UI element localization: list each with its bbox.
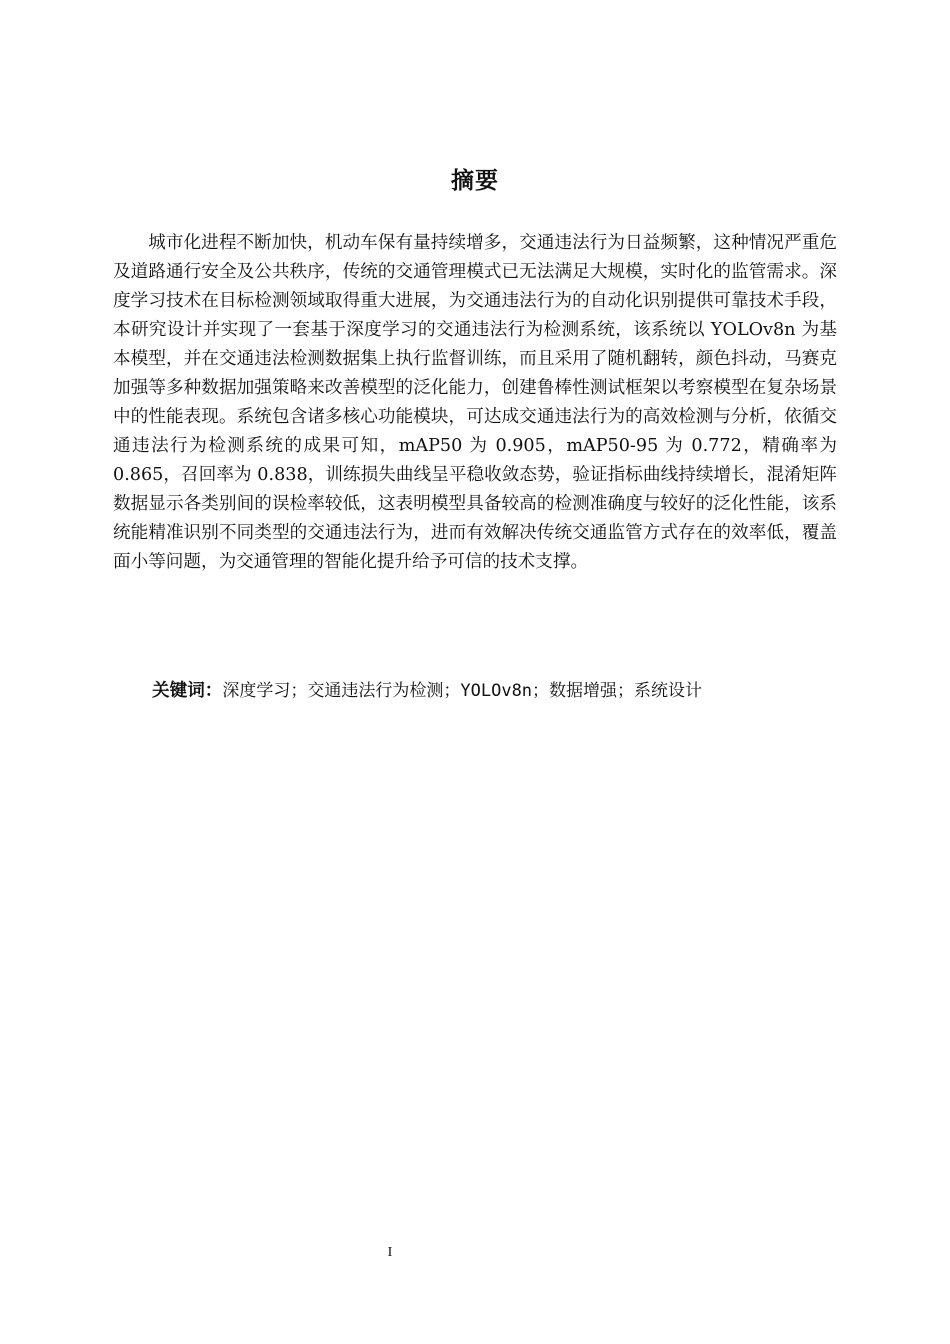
page-number: I	[387, 1245, 393, 1260]
keywords-value: 深度学习；交通违法行为检测；YOLOv8n；数据增强；系统设计	[222, 681, 703, 701]
keywords-line	[152, 677, 852, 706]
abstract-title: 摘要	[451, 168, 499, 194]
abstract-paragraph: 城市化进程不断加快，机动车保有量持续增多，交通违法行为日益频繁，这种情况严重危及道路通行安全及公共秩序，传统的交通管理模式已无法满足大规模，实时化的监管需求。深度学习技术在目标检测领域取得重大进展，为交通违法行为的自动化识别提供可靠技术手段，本研究设计并实现了一套基于深度学习的交通违法行为检测系统，该系统以 YOLOv8n 为基本模型，并在交通违法检测数据集上执行监督训练，而且采用了随机翻转，颜色抖动，马赛克加强等多种数据加强策略来改善模型的泛化能力，创建鲁棒性测试框架以考察模型在复杂场景中的性能表现。系统包含诸多核心功能模块，可达成交通违法行为的高效检测与分析，依循交通违法行为检测系统的成果可知，mAP50 为 0.905，mAP50-95 为 0.772，精确率为 0.865，召回率为 0.838，训练损失曲线呈平稳收敛态势，验证指标曲线持续增长，混淆矩阵数据显示各类别间的误检率较低，这表明模型具备较高的检测准确度与较好的泛化性能，该系统能精准识别不同类型的交通违法行为，进而有效解决传统交通监管方式存在的效率低，覆盖面小等问题，为交通管理的智能化提升给予可信的技术支撑。	[113, 233, 837, 572]
keywords-label: 关键词：	[152, 681, 223, 701]
